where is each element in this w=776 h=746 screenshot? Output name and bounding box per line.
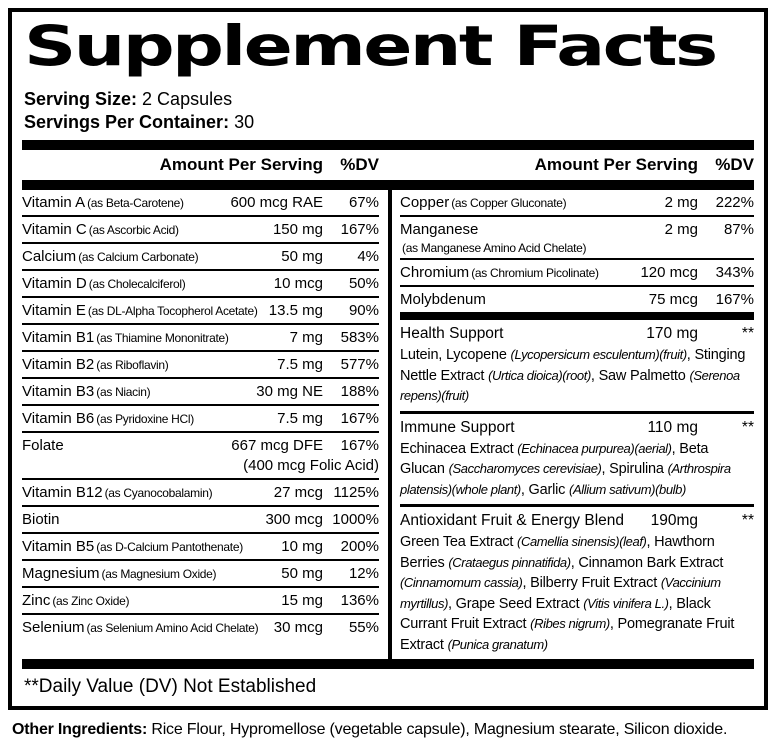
row-sub: (as Ascorbic Acid) [88,223,179,237]
row-amount-line2: (400 mcg Folic Acid) [243,457,379,474]
blend-name: Immune Support [400,418,515,436]
serving-size-label: Serving Size: [24,89,138,109]
latin-name: (Lycopersicum esculentum)(fruit) [510,347,687,362]
row-name: Folate [22,437,64,454]
nutrient-row [22,352,379,379]
row-name-cell [22,220,271,240]
serving-size-value: 2 Capsules [137,89,233,109]
row-dv: 136% [340,592,379,609]
row-name: Vitamin B12 [22,484,103,501]
row-name-cell [22,247,279,267]
row-amount: 13.5 mg [268,302,323,319]
nutrient-row [22,217,379,244]
row-dv: 67% [348,194,379,211]
row-name: Vitamin C [22,221,87,238]
latin-name: (Crataegus pinnatifida) [448,554,571,570]
row-dv: 1125% [333,484,379,501]
row-name: Biotin [22,511,60,528]
row-name-cell [400,263,638,283]
latin-name: (Ribes nigrum) [530,616,610,631]
ingredient-name: , Black Currant Fruit Extract [400,595,711,632]
nutrient-row [400,190,754,217]
row-name: Magnesium [22,565,100,582]
blend-dv: ** [741,418,754,436]
latin-name: (Saccharomyces cerevisiae) [448,461,602,476]
blend-description [400,438,754,501]
row-dv: 4% [357,248,379,265]
row-name-cell [400,193,663,213]
servings-per-container-value: 30 [229,112,255,132]
row-dv: 87% [723,221,754,238]
latin-name: (Arthrospira platensis)(whole plant) [400,461,731,497]
row-sub: (as Cholecalciferol) [88,277,186,291]
ingredient-name: , Cinnamon Bark Extract [570,554,724,571]
nutrient-row [22,244,379,271]
amount-per-serving-header: Amount Per Serving [159,155,323,174]
servings-per-container-label: Servings Per Container: [24,112,230,132]
ingredient-name: , Garlic [520,481,570,498]
row-name-cell [22,618,272,638]
nutrient-row [22,480,379,507]
latin-name: (Echinacea purpurea)(aerial) [517,440,672,456]
blend-description [400,344,754,407]
dv-header: %DV [340,155,379,174]
row-amount: 15 mg [281,592,323,609]
servings-per-container-line [24,111,754,134]
row-dv: 12% [348,565,379,582]
ingredient-name: Echinacea Extract [400,440,518,457]
row-dv: 55% [348,619,379,636]
row-sub: (as D-Calcium Pantothenate) [96,540,243,554]
ingredient-name: , Pomegranate Fruit Extract [400,616,735,653]
nutrient-row [22,561,379,588]
row-dv: 167% [715,291,754,308]
row-name-cell [22,301,267,321]
nutrient-row [22,433,379,480]
nutrient-row [22,588,379,615]
row-name-cell [22,193,228,213]
blend-header [400,510,754,531]
row-dv: 222% [715,194,754,211]
row-sub: (as Riboflavin) [96,358,169,372]
row-dv: 167% [340,410,379,427]
nutrient-row [400,217,754,260]
row-sub: (as Beta-Carotene) [87,196,184,210]
row-amount: 7 mg [289,329,323,346]
row-name-cell [22,355,275,375]
blend-dv: ** [741,325,754,342]
row-name-cell [22,591,279,611]
row-sub: (as Copper Gluconate) [451,196,567,210]
ingredient-name: , Spirulina [601,461,668,477]
row-dv: 200% [340,538,379,555]
row-name: Manganese [400,221,479,238]
nutrient-row [22,325,379,352]
row-dv: 583% [340,329,379,346]
row-dv: 1000% [332,511,379,528]
row-amount: 600 mcg RAE [230,194,323,211]
label-title-text: Supplement Facts [24,14,716,78]
row-name: Vitamin E [22,302,86,319]
column-header-right [388,150,754,180]
row-dv: 50% [348,275,379,292]
row-amount: 2 mg [664,221,698,238]
blend-description [400,531,754,655]
row-name: Vitamin D [22,275,87,292]
blends-section [400,320,754,659]
row-name-cell [22,537,279,557]
row-name-cell [22,483,272,503]
blend-amount: 110 mg [647,418,698,436]
row-amount: 50 mg [281,565,323,582]
row-name: Selenium [22,619,85,636]
row-amount: 120 mcg [640,264,698,281]
blend-header [400,323,754,344]
row-amount: 667 mcg DFE [231,437,323,454]
column-headers [22,150,754,180]
ingredient-name: , Stinging Nettle Extract [400,347,746,384]
ingredient-name: , Hawthorn Berries [400,534,715,571]
divider-bar-minerals [400,312,754,320]
nutrient-row [22,406,379,433]
blend-name: Health Support [400,325,504,342]
latin-name: (Vitis vinifera L.) [583,595,669,611]
blend-row [400,504,754,659]
blend-name: Antioxidant Fruit & Energy Blend [400,512,625,529]
nutrient-row [400,260,754,287]
latin-name: (Urtica dioica)(root) [488,367,591,383]
row-sub: (as Magnesium Oxide) [101,567,217,581]
ingredient-name: , Saw Palmetto [590,367,690,384]
amount-per-serving-header: Amount Per Serving [534,155,698,174]
blend-amount: 190mg [650,512,698,529]
other-ingredients [0,718,776,746]
divider-bar-bottom [22,659,754,669]
row-amount: 27 mcg [273,484,323,501]
nutrient-column-right [388,190,754,659]
row-name: Vitamin B5 [22,538,95,555]
dv-header: %DV [715,155,754,174]
serving-info [24,88,754,134]
nutrient-row [22,379,379,406]
row-sub: (as Selenium Amino Acid Chelate) [86,621,259,635]
row-name-cell [400,290,647,310]
blend-amount: 170 mg [646,325,698,342]
row-name-cell [22,409,275,429]
row-sub: (as Zinc Oxide) [52,594,130,608]
ingredient-name: , Beta Glucan [400,440,709,477]
minerals-section [400,190,754,312]
row-sub: (as Manganese Amino Acid Chelate) [402,241,587,255]
row-amount: 300 mcg [265,511,323,528]
daily-value-footnote: **Daily Value (DV) Not Established [24,676,317,697]
row-name-cell [22,328,288,348]
row-name: Vitamin A [22,194,86,211]
row-name-cell [22,436,229,456]
serving-size-line [24,88,754,111]
other-ingredients-text: Rice Flour, Hypromellose (vegetable capsule), Magnesium stearate, Silicon dioxide. [147,721,728,738]
ingredient-name: , Bilberry Fruit Extract [522,575,661,591]
row-amount: 2 mg [664,194,698,211]
row-name-cell [400,220,663,256]
blend-row [400,320,754,411]
row-amount: 10 mcg [273,275,323,292]
label-title [24,16,754,78]
ingredient-name: Lutein, Lycopene [400,347,511,363]
row-amount: 30 mcg [273,619,323,636]
nutrient-columns [22,190,754,659]
row-amount: 150 mg [272,221,323,238]
blend-row [400,411,754,505]
row-dv: 343% [715,264,754,281]
row-sub: (as Calcium Carbonate) [78,250,199,264]
row-name: Zinc [22,592,51,609]
row-name: Vitamin B1 [22,329,95,346]
ingredient-name: Green Tea Extract [400,534,518,550]
latin-name: (Camellia sinensis)(leaf) [517,534,647,549]
nutrient-row [22,534,379,561]
nutrient-row [22,615,379,640]
latin-name: (Serenoa repens)(fruit) [400,367,740,403]
nutrient-row [22,507,379,534]
row-name: Copper [400,194,450,211]
row-amount: 7.5 mg [277,356,323,373]
row-dv: 167% [340,221,379,238]
row-dv: 188% [340,383,379,400]
latin-name: (Cinnamomum cassia) [400,575,523,590]
ingredient-name: , Grape Seed Extract [448,595,584,612]
latin-name: (Allium sativum)(bulb) [569,481,686,497]
divider-bar-top [22,140,754,150]
row-sub: (as DL-Alpha Tocopherol Acetate) [87,304,258,318]
nutrient-row [400,287,754,312]
row-amount: 75 mcg [648,291,698,308]
row-name-cell [22,274,272,294]
row-name: Vitamin B6 [22,410,95,427]
row-amount: 10 mg [281,538,323,555]
supplement-facts-label [8,8,768,710]
row-sub: (as Cyanocobalamin) [104,486,213,500]
row-sub: (as Chromium Picolinate) [471,266,599,280]
row-name: Vitamin B3 [22,383,95,400]
row-sub: (as Thiamine Mononitrate) [96,331,229,345]
row-name: Vitamin B2 [22,356,95,373]
divider-bar-header [22,180,754,190]
blend-dv: ** [741,512,754,529]
row-name-cell [22,510,263,530]
row-dv: 90% [348,302,379,319]
row-name: Molybdenum [400,291,486,308]
row-dv: 577% [340,356,379,373]
row-dv: 167% [340,437,379,454]
row-name-cell [22,382,254,402]
latin-name: (Punica granatum) [447,636,548,652]
other-ingredients-label: Other Ingredients: [12,721,148,738]
row-sub: (as Niacin) [96,385,151,399]
blend-header [400,417,754,438]
row-name: Calcium [22,248,77,265]
row-name: Chromium [400,264,470,281]
column-header-left [22,150,388,180]
nutrient-row [22,271,379,298]
latin-name: (Vaccinium myrtillus) [400,575,721,611]
row-amount: 50 mg [281,248,323,265]
row-sub: (as Pyridoxine HCl) [96,412,194,426]
row-amount: 30 mg NE [256,383,323,400]
nutrient-row [22,190,379,217]
row-name-cell [22,564,279,584]
nutrient-row [22,298,379,325]
nutrient-column-left [22,190,388,659]
row-amount: 7.5 mg [277,410,323,427]
